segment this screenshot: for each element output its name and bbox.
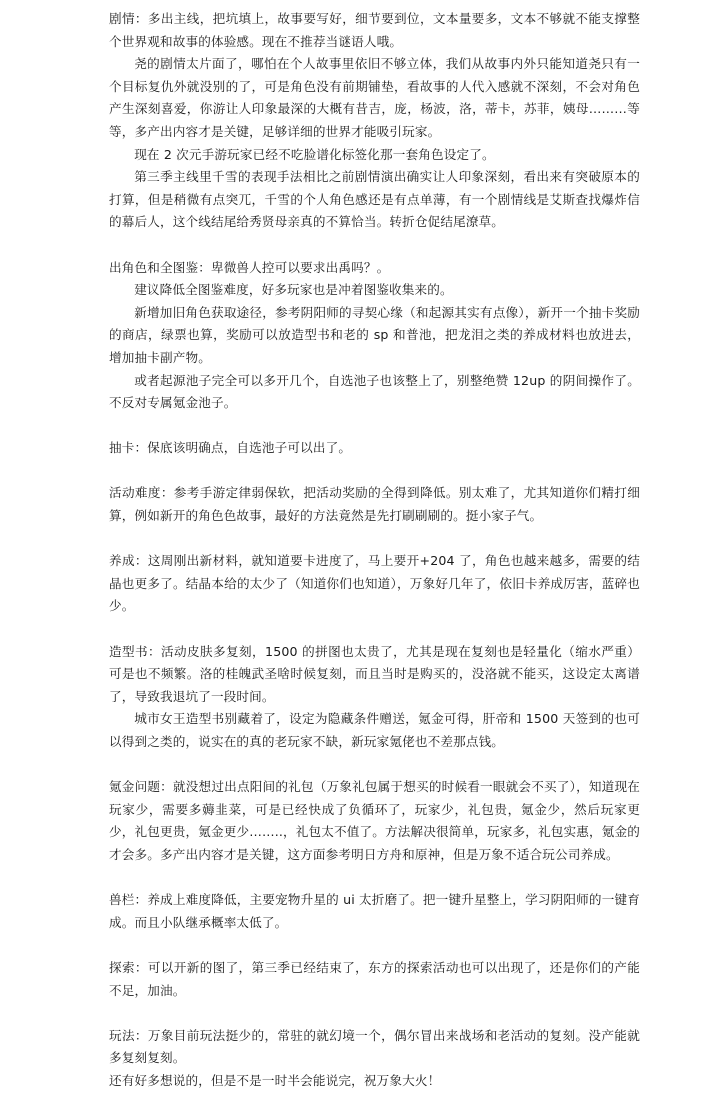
paragraph: 新增加旧角色获取途径，参考阴阳师的寻契心缘（和起源其实有点像），新开一个抽卡奖励的商店，绿票也算，奖励可以放造型书和老的 sp 和普池，把龙泪之类的养成材料也放进去，增加抽卡副产物。 [109, 304, 640, 365]
paragraph-gap [109, 934, 640, 957]
paragraph-gap [109, 528, 640, 551]
paragraph: 玩法：万象目前玩法挺少的，常驻的就幻境一个，偶尔冒出来战场和老活动的复刻。没产能就多复刻复刻。 [109, 1027, 640, 1066]
paragraph: 或者起源池子完全可以多开几个，自选池子也该整上了，别整绝赞 12up 的阴间操作了。不反对专属氪金池子。 [109, 372, 640, 411]
paragraph: 建议降低全图鉴难度，好多玩家也是冲着图鉴收集来的。 [134, 282, 453, 298]
paragraph-gap [109, 460, 640, 483]
paragraph-gap [109, 415, 640, 438]
paragraph: 尧的剧情太片面了，哪怕在个人故事里依旧不够立体，我们从故事内外只能知道尧只有一个目标复仇外就没别的了，可是角色没有前期铺垫，看故事的人代入感就不深刻，不会对角色产生深刻喜爱，你游让人印象最深的大概有昔吉，庞，杨波，洛，蒂卡，苏菲，姨母………等等，多产出内容才是关键，足够详细的世界才能吸引玩家。 [109, 56, 640, 139]
paragraph: 养成：这周刚出新材料，就知道要卡进度了，马上要开+204 了，角色也越来越多，需要的结晶也更多了。结晶本给的太少了（知道你们也知道），万象好几年了，依旧卡养成厉害，蓝碎也少。 [109, 553, 640, 614]
paragraph-gap [109, 234, 640, 257]
paragraph: 抽卡：保底该明确点，自选池子可以出了。 [109, 440, 352, 456]
paragraph: 造型书：活动皮肤多复刻，1500 的拼图也太贵了，尤其是现在复刻也是轻量化（缩水严重）可是也不频繁。洛的桂魄武圣啥时候复刻，而且当时是购买的，没洛就不能买，这设定太离谱了，导致我退坑了一段时间。 [109, 643, 640, 704]
paragraph: 活动难度：参考手游定律弱保软，把活动奖励的全得到降低。别太难了，尤其知道你们精打细算，例如新开的角色色故事，最好的方法竟然是先打刷刷刷的。挺小家子气。 [109, 485, 640, 524]
paragraph: 氪金问题：就没想过出点阳间的礼包（万象礼包属于想买的时候看一眼就会不买了），知道现在玩家少，需要多薅韭菜，可是已经快成了负循环了，玩家少，礼包贵，氪金少，然后玩家更少，礼包更贵，氪金更少……..，礼包太不值了。方法解决很简单，玩家多，礼包实惠，氪金的才会多。多产出内容才是关键，这方面参考明日方舟和原神，但是万象不适合玩公司养成。 [109, 779, 640, 862]
paragraph: 第三季主线里千雪的表现手法相比之前剧情演出确实让人印象深刻，看出来有突破原本的打算，但是稍微有点突兀，千雪的个人角色感还是有点单薄，有一个剧情线是艾斯查找爆炸信的幕后人，这个线结尾给秀贤母亲真的不算恰当。转折仓促结尾潦草。 [109, 169, 640, 230]
paragraph: 现在 2 次元手游玩家已经不吃脸谱化标签化那一套角色设定了。 [134, 146, 495, 162]
paragraph-gap [109, 867, 640, 890]
paragraph-gap [109, 618, 640, 641]
paragraph-gap [109, 1002, 640, 1025]
paragraph: 出角色和全图鉴：卑微兽人控可以要求出禹吗？。 [109, 259, 390, 275]
paragraph-gap [109, 754, 640, 777]
document-body [109, 8, 640, 1093]
paragraph: 剧情：多出主线，把坑填上，故事要写好，细节要到位，文本量要多，文本不够就不能支撑整个世界观和故事的体验感。现在不推荐当谜语人哦。 [109, 11, 640, 49]
paragraph: 城市女王造型书别藏着了，设定为隐藏条件赠送，氪金可得，肝帝和 1500 天签到的也可以得到之类的，说实在的真的老玩家不缺，新玩家氪佬也不差那点钱。 [109, 711, 640, 749]
paragraph: 探索：可以开新的图了，第三季已经结束了，东方的探索活动也可以出现了，还是你们的产能不足，加油。 [109, 959, 640, 998]
paragraph: 还有好多想说的，但是不是一时半会能说完，祝万象大火！ [109, 1072, 441, 1088]
paragraph: 兽栏：养成上难度降低，主要宠物升星的 ui 太折磨了。把一键升星整上，学习阴阳师的一键育成。而且小队继承概率太低了。 [109, 892, 640, 930]
